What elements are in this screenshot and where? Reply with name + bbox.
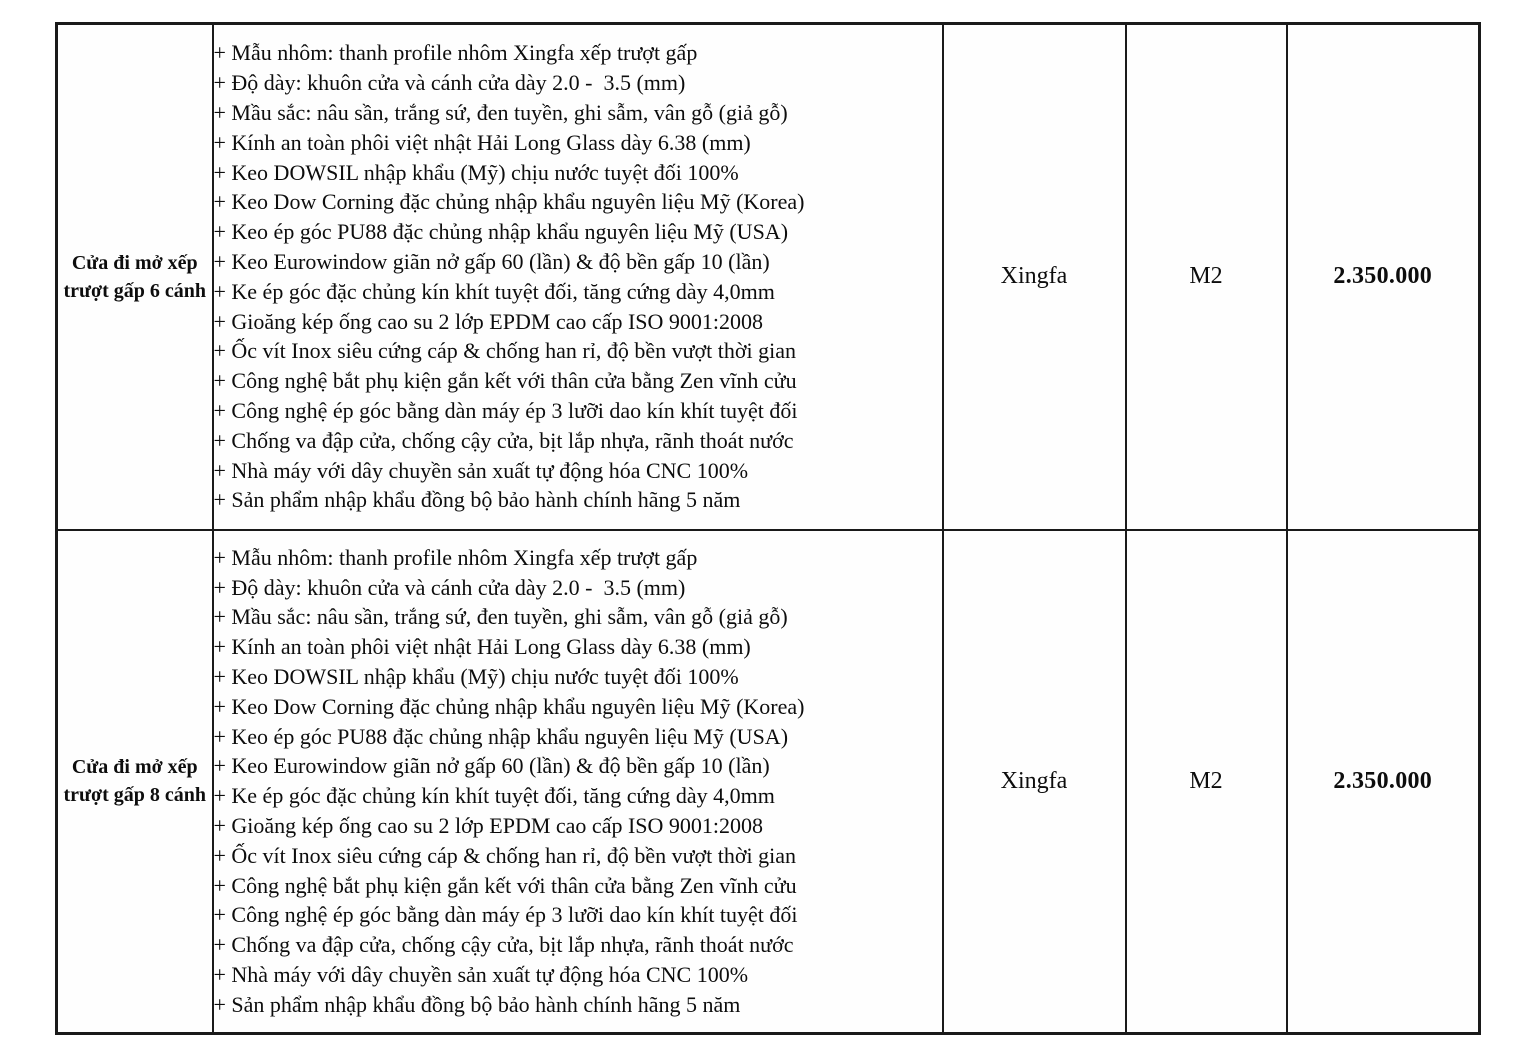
feature-line: + Keo Dow Corning đặc chủng nhập khẩu nguyên liệu Mỹ (Korea)	[213, 189, 805, 215]
unit-cell: M2	[1126, 24, 1287, 530]
feature-line: + Keo Eurowindow giãn nở gấp 60 (lần) & độ bền gấp 10 (lần)	[213, 248, 770, 274]
feature-line: + Công nghệ ép góc bằng dàn máy ép 3 lưỡi dao kín khít tuyệt đối	[213, 397, 798, 423]
feature-line: + Keo DOWSIL nhập khẩu (Mỹ) chịu nước tuyệt đối 100%	[213, 159, 739, 185]
feature-list	[214, 543, 942, 1020]
feature-line: + Chống va đập cửa, chống cậy cửa, bịt lắp nhựa, rãnh thoát nước	[213, 427, 794, 453]
product-name-line: trượt gấp 8 cánh	[63, 784, 207, 807]
product-name-line: trượt gấp 6 cánh	[63, 279, 207, 302]
feature-line: + Keo Eurowindow giãn nở gấp 60 (lần) & độ bền gấp 10 (lần)	[213, 753, 770, 779]
feature-line: + Kính an toàn phôi việt nhật Hải Long Glass dày 6.38 (mm)	[213, 634, 751, 660]
feature-line: + Kính an toàn phôi việt nhật Hải Long Glass dày 6.38 (mm)	[213, 129, 751, 155]
feature-line: + Keo ép góc PU88 đặc chủng nhập khẩu nguyên liệu Mỹ (USA)	[213, 219, 789, 245]
product-name-line: Cửa đi mở xếp	[71, 251, 198, 274]
feature-line: + Chống va đập cửa, chống cậy cửa, bịt lắp nhựa, rãnh thoát nước	[213, 932, 794, 958]
brand-cell: Xingfa	[943, 24, 1126, 530]
price-table-body	[57, 24, 1480, 1034]
feature-line: + Ke ép góc đặc chủng kín khít tuyệt đối, tăng cứng dày 4,0mm	[213, 278, 775, 304]
feature-line: + Keo ép góc PU88 đặc chủng nhập khẩu nguyên liệu Mỹ (USA)	[213, 723, 789, 749]
feature-line: + Mầu sắc: nâu sần, trắng sứ, đen tuyền, ghi sẫm, vân gỗ (giả gỗ)	[213, 604, 788, 630]
feature-line: + Gioăng kép ống cao su 2 lớp EPDM cao cấp ISO 9001:2008	[213, 308, 764, 334]
brand-cell: Xingfa	[943, 530, 1126, 1034]
product-features-cell	[213, 530, 943, 1034]
price-table	[55, 22, 1481, 1035]
product-name-line: Cửa đi mở xếp	[71, 756, 198, 779]
feature-line: + Sản phẩm nhập khẩu đồng bộ bảo hành chính hãng 5 năm	[213, 487, 741, 513]
table-row-8-canh	[57, 530, 1480, 1034]
feature-line: + Ốc vít Inox siêu cứng cáp & chống han rỉ, độ bền vượt thời gian	[213, 338, 797, 364]
feature-line: + Công nghệ ép góc bằng dàn máy ép 3 lưỡi dao kín khít tuyệt đối	[213, 902, 798, 928]
feature-line: + Mẫu nhôm: thanh profile nhôm Xingfa xếp trượt gấp	[213, 40, 698, 66]
feature-line: + Ke ép góc đặc chủng kín khít tuyệt đối, tăng cứng dày 4,0mm	[213, 783, 775, 809]
feature-line: + Công nghệ bắt phụ kiện gắn kết với thân cửa bằng Zen vĩnh cửu	[213, 872, 797, 898]
product-features-cell	[213, 24, 943, 530]
table-row-6-canh	[57, 24, 1480, 530]
feature-line: + Mầu sắc: nâu sần, trắng sứ, đen tuyền, ghi sẫm, vân gỗ (giả gỗ)	[213, 99, 788, 125]
feature-line: + Độ dày: khuôn cửa và cánh cửa dày 2.0 - 3.5 (mm)	[213, 574, 686, 600]
feature-line: + Mẫu nhôm: thanh profile nhôm Xingfa xếp trượt gấp	[213, 544, 698, 570]
feature-line: + Nhà máy với dây chuyền sản xuất tự động hóa CNC 100%	[213, 457, 749, 483]
unit-cell: M2	[1126, 530, 1287, 1034]
price-cell: 2.350.000	[1287, 530, 1480, 1034]
feature-line: + Ốc vít Inox siêu cứng cáp & chống han rỉ, độ bền vượt thời gian	[213, 842, 797, 868]
feature-list	[214, 38, 942, 515]
feature-line: + Gioăng kép ống cao su 2 lớp EPDM cao cấp ISO 9001:2008	[213, 813, 764, 839]
feature-line: + Keo Dow Corning đặc chủng nhập khẩu nguyên liệu Mỹ (Korea)	[213, 693, 805, 719]
product-name-cell	[57, 530, 213, 1034]
feature-line: + Độ dày: khuôn cửa và cánh cửa dày 2.0 - 3.5 (mm)	[213, 70, 686, 96]
feature-line: + Công nghệ bắt phụ kiện gắn kết với thân cửa bằng Zen vĩnh cửu	[213, 368, 797, 394]
product-name-cell	[57, 24, 213, 530]
feature-line: + Sản phẩm nhập khẩu đồng bộ bảo hành chính hãng 5 năm	[213, 991, 741, 1017]
feature-line: + Nhà máy với dây chuyền sản xuất tự động hóa CNC 100%	[213, 962, 749, 988]
feature-line: + Keo DOWSIL nhập khẩu (Mỹ) chịu nước tuyệt đối 100%	[213, 664, 739, 690]
price-cell: 2.350.000	[1287, 24, 1480, 530]
